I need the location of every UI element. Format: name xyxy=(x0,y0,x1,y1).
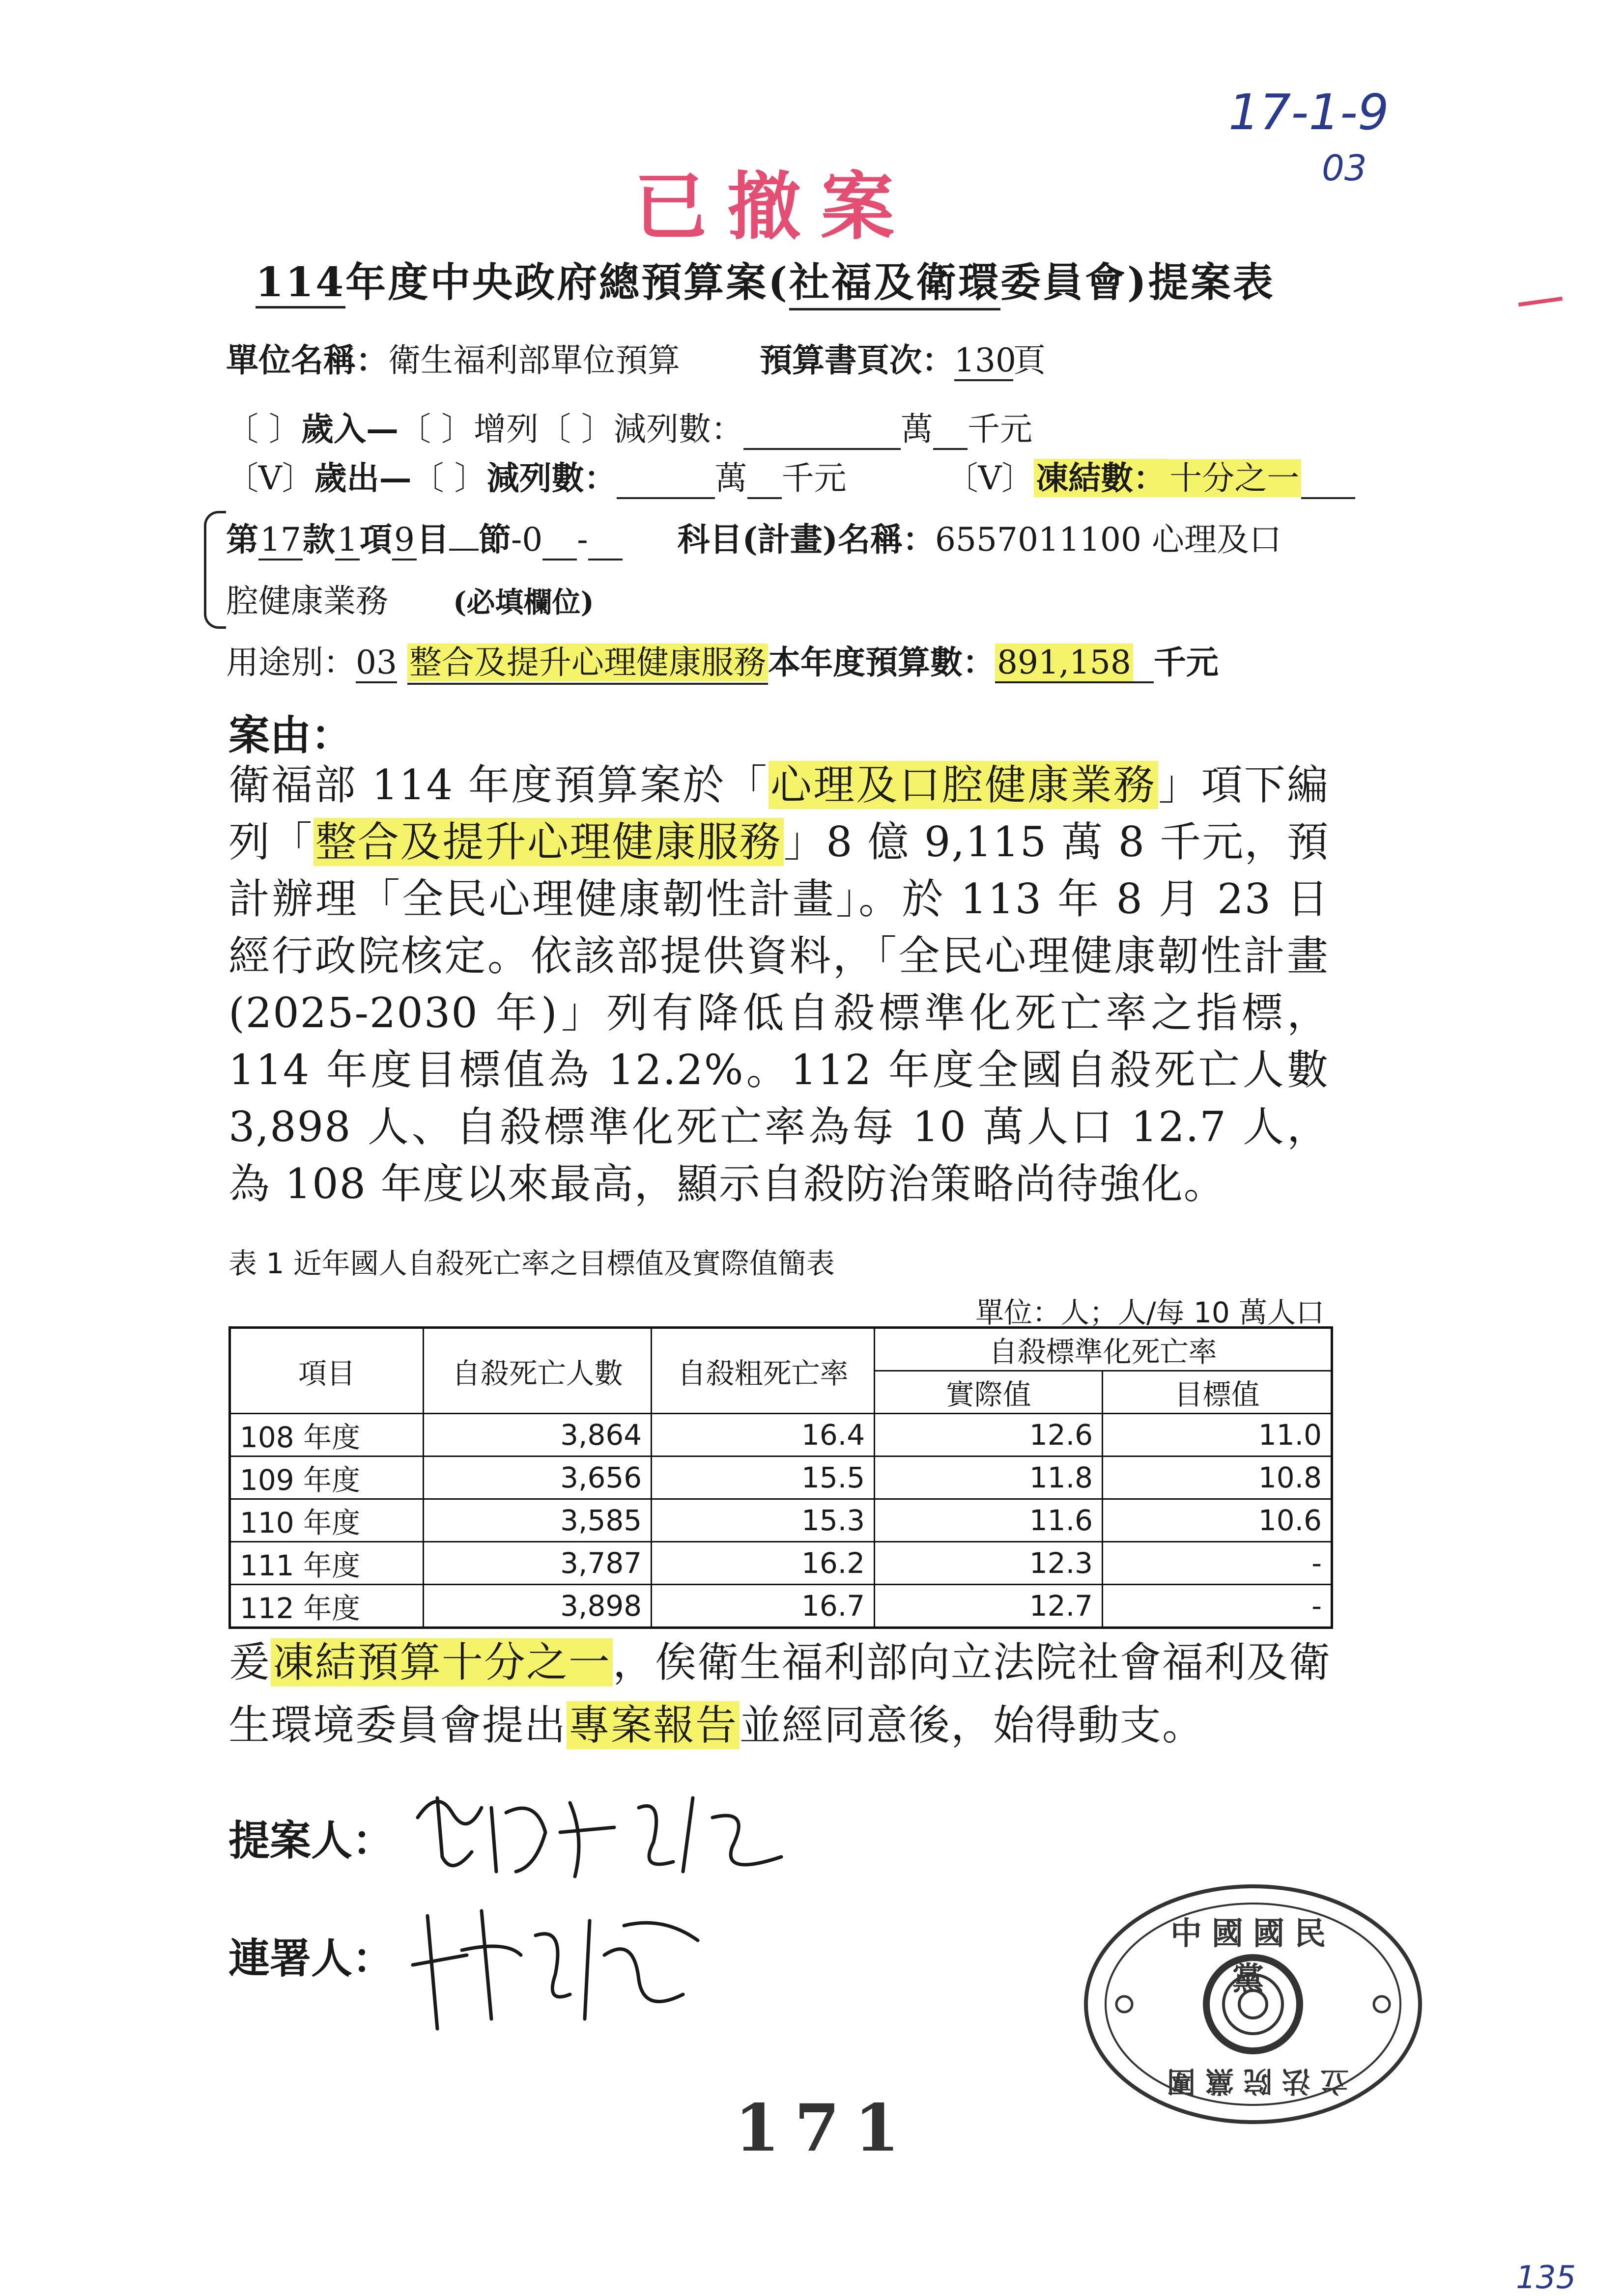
proposer-label: 提案人： xyxy=(228,1816,394,1865)
revenue-label: 歲入— xyxy=(301,410,399,448)
increase-label: 增列 xyxy=(473,410,539,448)
proposer-signature xyxy=(408,1778,811,1891)
item-row xyxy=(226,513,1281,560)
increase-checkbox: 〔 〕 xyxy=(398,410,474,448)
subject-label: 科目(計畫)名稱： xyxy=(677,520,936,559)
cosigner-label: 連署人： xyxy=(228,1934,394,1983)
expense-checkbox: 〔V〕 xyxy=(226,459,314,497)
decrease-checkbox: 〔 〕 xyxy=(538,410,614,448)
cell-year: 112 年度 xyxy=(230,1585,424,1628)
cell-crude: 16.7 xyxy=(652,1585,875,1628)
unit-value: 衛生福利部單位預算 xyxy=(388,341,680,379)
cell-deaths: 3,898 xyxy=(424,1585,652,1628)
cell-deaths: 3,864 xyxy=(424,1414,652,1456)
item-bracket xyxy=(204,511,226,629)
party-seal xyxy=(1081,1881,1425,2127)
freeze-value: 十分之一 xyxy=(1167,459,1301,497)
document-title xyxy=(256,251,1275,310)
handwritten-note: 03 xyxy=(1322,147,1367,189)
expense-thousand-unit: 千元 xyxy=(781,459,847,497)
cell-actual: 11.6 xyxy=(875,1499,1103,1542)
reason-highlight-2: 整合及提升心理健康服務 xyxy=(313,818,784,866)
cell-crude: 15.5 xyxy=(652,1456,875,1499)
table-unit: 單位：人；人/每 10 萬人口 xyxy=(975,1296,1325,1329)
jie-label: 節 xyxy=(479,520,511,559)
page-value: 130 xyxy=(954,341,1013,381)
cell-actual: 12.6 xyxy=(875,1414,1103,1456)
reason-text-1: 衛福部 114 年度預算案於「 xyxy=(228,761,769,809)
cell-crude: 16.4 xyxy=(652,1414,875,1456)
header-std: 自殺標準化死亡率 xyxy=(875,1328,1332,1371)
reason-highlight-1: 心理及口腔健康業務 xyxy=(769,761,1158,809)
expense-wan-unit: 萬 xyxy=(714,459,747,497)
revenue-checkbox: 〔 〕 xyxy=(226,410,301,448)
table-title: 表 1 近年國人自殺死亡率之目標值及實際值簡表 xyxy=(228,1247,835,1280)
title-committee: 社福及衛環 xyxy=(789,251,1000,310)
mu-label: 目 xyxy=(417,520,449,559)
item-di: 第 xyxy=(226,520,258,559)
decrease-label: 減列數： xyxy=(613,410,743,448)
cell-deaths: 3,585 xyxy=(424,1499,652,1542)
red-pen-mark xyxy=(1518,297,1563,307)
jie-number xyxy=(449,549,479,551)
budget-value: 891,158 xyxy=(995,644,1133,681)
closing-text-3: 並經同意後，始得動支。 xyxy=(740,1701,1205,1749)
cell-deaths: 3,787 xyxy=(424,1542,652,1585)
required-note: (必填欄位) xyxy=(453,586,594,619)
subject-value-cont: 腔健康業務 xyxy=(226,582,388,620)
handwritten-date: 17-1-9 xyxy=(1228,84,1389,141)
kuan-number: 17 xyxy=(258,521,303,560)
cell-target: - xyxy=(1103,1542,1332,1585)
closing-paragraph xyxy=(228,1631,1339,1757)
cell-year: 109 年度 xyxy=(230,1456,424,1499)
closing-text-1: 爰 xyxy=(228,1638,271,1686)
reason-paragraph xyxy=(228,756,1329,1212)
purpose-code: 03 xyxy=(356,644,397,683)
header-target: 目標值 xyxy=(1103,1371,1332,1414)
reason-text-2: 」項下編列「 xyxy=(228,761,1329,866)
table-row xyxy=(230,1542,1332,1585)
title-part1: 年度中央政府總預算案( xyxy=(345,259,789,306)
jie-dash: -0 xyxy=(511,521,543,559)
page-number: 171 xyxy=(735,2090,914,2166)
handwritten-corner-number: 135 xyxy=(1516,2260,1576,2296)
header-deaths: 自殺死亡人數 xyxy=(424,1328,652,1414)
purpose-name: 整合及提升心理健康服務 xyxy=(407,644,768,681)
kuan-label: 款 xyxy=(303,520,335,559)
cell-target: 10.8 xyxy=(1103,1456,1332,1499)
page-label: 預算書頁次： xyxy=(759,341,954,379)
cell-actual: 12.7 xyxy=(875,1585,1103,1628)
item-row-2 xyxy=(226,575,594,621)
expense-row xyxy=(226,452,1355,499)
cosigner-signature xyxy=(408,1896,712,2039)
xiang-number: 1 xyxy=(335,521,360,560)
cell-target: 10.6 xyxy=(1103,1499,1332,1542)
cell-actual: 12.3 xyxy=(875,1542,1103,1585)
budget-label: 本年度預算數： xyxy=(768,643,995,681)
cell-target: 11.0 xyxy=(1103,1414,1332,1456)
cell-year: 111 年度 xyxy=(230,1542,424,1585)
cell-year: 110 年度 xyxy=(230,1499,424,1542)
xiang-label: 項 xyxy=(360,520,392,559)
closing-highlight-1: 凍結預算十分之一 xyxy=(271,1638,613,1686)
cell-year: 108 年度 xyxy=(230,1414,424,1456)
freeze-checkbox: 〔V〕 xyxy=(945,459,1034,497)
expense-label: 歲出— xyxy=(314,459,412,497)
unit-line xyxy=(226,334,1046,381)
closing-highlight-2: 專案報告 xyxy=(567,1701,740,1749)
table-row xyxy=(230,1456,1332,1499)
header-crude: 自殺粗死亡率 xyxy=(652,1328,875,1414)
table-row xyxy=(230,1585,1332,1628)
suicide-rate-table xyxy=(228,1326,1333,1629)
table-row xyxy=(230,1499,1332,1542)
cell-crude: 15.3 xyxy=(652,1499,875,1542)
expense-decrease-label: 減列數： xyxy=(486,459,617,497)
wan-unit: 萬 xyxy=(900,410,933,448)
expense-decrease-checkbox: 〔 〕 xyxy=(411,459,487,497)
table-row xyxy=(230,1414,1332,1456)
withdrawn-stamp: 已撤案 xyxy=(634,165,914,250)
cell-actual: 11.8 xyxy=(875,1456,1103,1499)
unit-label: 單位名稱： xyxy=(226,341,388,379)
cell-target: - xyxy=(1103,1585,1332,1628)
reason-heading: 案由： xyxy=(228,711,353,759)
header-item: 項目 xyxy=(230,1328,424,1414)
reason-text-3: 」8 億 9,115 萬 8 千元，預計辦理「全民心理健康韌性計畫」。於 113 年 8 月 23 日經行政院核定。依該部提供資料，「全民心理健康韌性計畫(2025-2030 年)」列有降低自殺標準化死亡率之指標，114 年度目標值為 12.2%。112 年度全國自殺死亡人數 3,898 人、自殺標準化死亡率為每 10 萬人口 12.7 人，為 108 年度以來最高，顯示自殺防治策略尚待強化。 xyxy=(228,818,1329,1208)
title-year: 114 xyxy=(256,259,345,308)
purpose-label: 用途別： xyxy=(226,644,356,681)
header-actual: 實際值 xyxy=(875,1371,1103,1414)
seal-bottom-text: 立法院黨團 xyxy=(1157,2065,1349,2098)
freeze-label: 凍結數： xyxy=(1034,459,1167,497)
budget-unit: 千元 xyxy=(1153,643,1219,681)
seal-top-text: 中國國民黨 xyxy=(1170,1915,1336,1997)
mu-number: 9 xyxy=(392,521,417,560)
revenue-row xyxy=(226,403,1032,450)
title-part2: 委員會)提案表 xyxy=(1000,259,1275,306)
cell-crude: 16.2 xyxy=(652,1542,875,1585)
item-tail: - xyxy=(577,521,588,559)
subject-value: 6557011100 心理及口 xyxy=(935,521,1281,559)
cell-deaths: 3,656 xyxy=(424,1456,652,1499)
page-suffix: 頁 xyxy=(1013,341,1046,379)
purpose-row xyxy=(226,636,1219,685)
closing-text-2: ，俟衛生福利部向立法院社會福利及衛生環境委員會提出 xyxy=(228,1638,1332,1749)
thousand-unit: 千元 xyxy=(967,410,1032,448)
